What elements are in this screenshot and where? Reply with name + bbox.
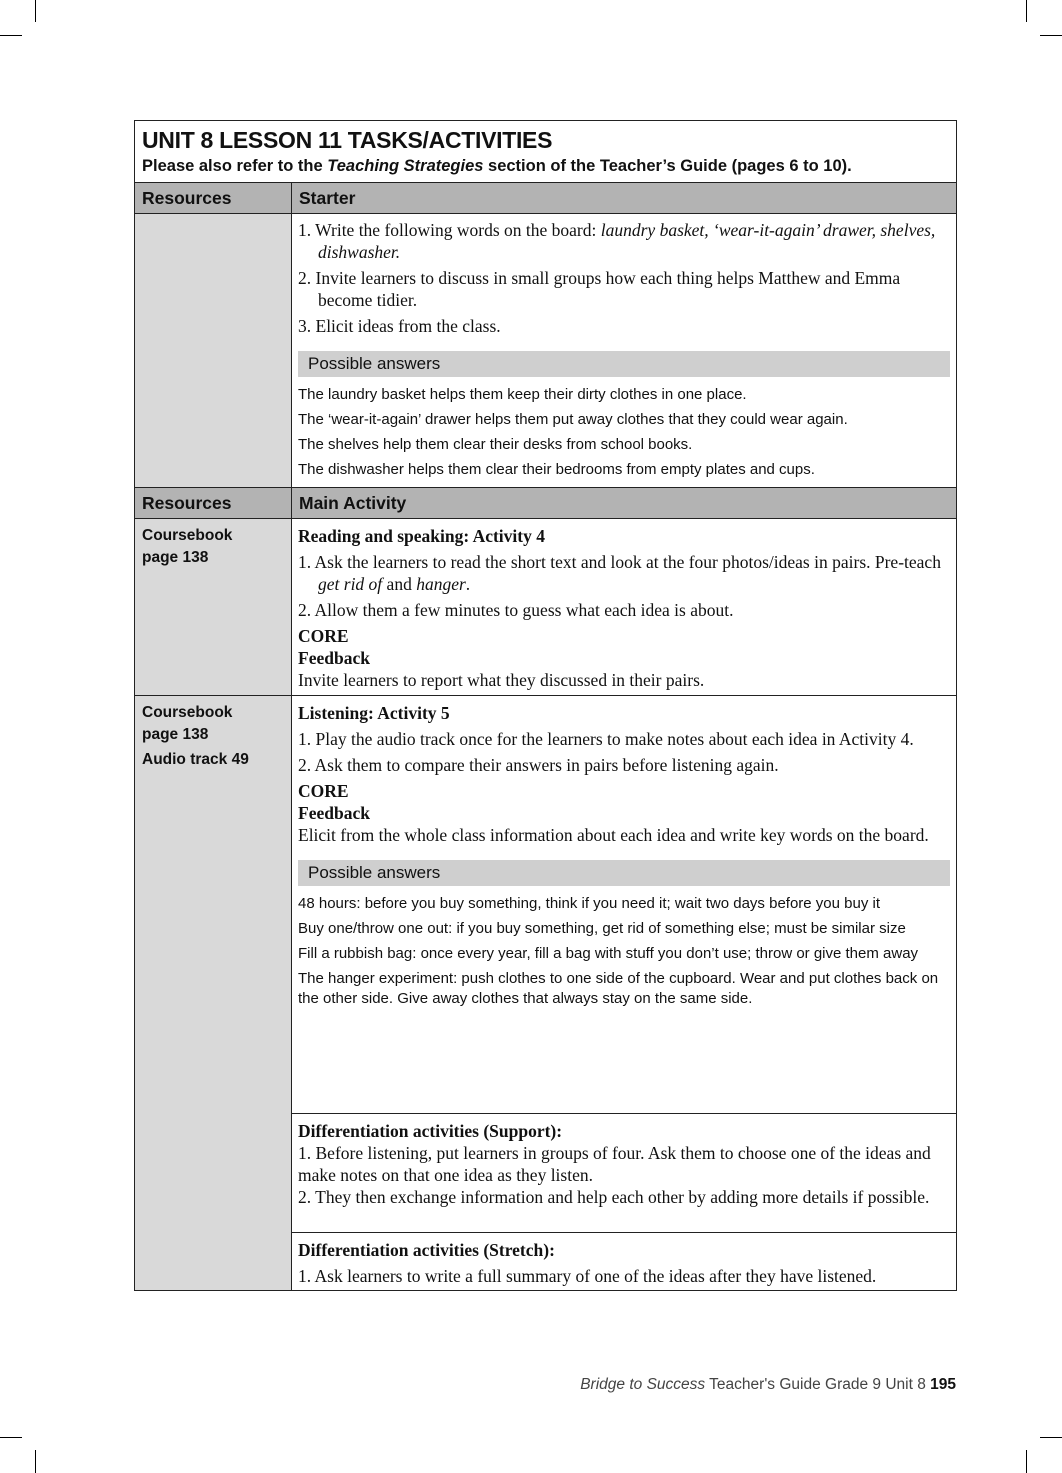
lesson-subtitle [142, 154, 949, 178]
resources-cell [135, 696, 292, 1290]
resource-text: Coursebook [142, 527, 233, 544]
main-activity-header: Main Activity [292, 488, 956, 518]
page-footer [580, 1376, 956, 1394]
table-title-block [135, 121, 956, 183]
activity-item: 1. Ask the learners to read the short text and look at the four photos/ideas in pairs. Pre-teach get rid of and hanger. [298, 552, 941, 594]
starter-header: Starter [292, 183, 956, 213]
crop-mark [0, 35, 22, 36]
listening-row [135, 696, 956, 1290]
answer: The laundry basket helps them keep their dirty clothes in one place. [298, 386, 747, 403]
subtitle-text: section of the Teacher’s Guide (pages 6 to 10). [483, 157, 852, 175]
starter-item: 3. Elicit ideas from the class. [298, 316, 501, 336]
feedback-text: Elicit from the whole class information about each idea and write key words on the board. [298, 825, 929, 845]
support-item: 1. Before listening, put learners in groups of four. Ask them to choose one of the ideas and make notes on that one idea as they listen. [298, 1143, 931, 1185]
starter-header-row [135, 183, 956, 214]
feedback-text: Invite learners to report what they discussed in their pairs. [298, 670, 705, 690]
reading-row [135, 519, 956, 696]
answer: Fill a rubbish bag: once every year, fill a bag with stuff you don’t use; throw or give them away [298, 945, 919, 962]
crop-mark [0, 1437, 22, 1438]
page-number: 195 [930, 1376, 956, 1393]
resources-header: Resources [135, 183, 292, 213]
book-title: Bridge to Success [580, 1376, 706, 1393]
resources-header: Resources [135, 488, 292, 518]
subtitle-italic: Teaching Strategies [327, 157, 484, 175]
crop-mark [1026, 0, 1027, 22]
lesson-table [134, 120, 957, 1291]
main-header-row [135, 488, 956, 519]
crop-mark [35, 0, 36, 22]
answer: Buy one/throw one out: if you buy something, get rid of something else; must be similar size [298, 920, 906, 937]
possible-answers-label: Possible answers [298, 860, 950, 886]
footer-text: Teacher's Guide Grade 9 Unit 8 [705, 1376, 931, 1393]
crop-mark [1026, 1450, 1027, 1473]
activity-item: 2. Allow them a few minutes to guess what each idea is about. [298, 600, 734, 620]
subtitle-text: Please also refer to the [142, 157, 328, 175]
answer: 48 hours: before you buy something, think if you need it; wait two days before you buy it [298, 895, 881, 912]
resources-cell [135, 519, 292, 695]
support-item: 2. They then exchange information and help each other by adding more details if possible. [298, 1187, 930, 1207]
support-heading: Differentiation activities (Support): [298, 1121, 563, 1141]
starter-item: 1. Write the following words on the board: laundry basket, ‘wear-it-again’ drawer, shelves, dishwasher. [298, 220, 936, 262]
answer: The dishwasher helps them clear their bedrooms from empty plates and cups. [298, 461, 815, 478]
resource-text: page 138 [142, 726, 209, 743]
activity-heading: Listening: Activity 5 [298, 703, 450, 723]
core-label: CORE [298, 781, 349, 801]
answer: The ‘wear-it-again’ drawer helps them put away clothes that they could wear again. [298, 411, 848, 428]
answer: The shelves help them clear their desks from school books. [298, 436, 693, 453]
possible-answers-label: Possible answers [298, 351, 950, 377]
crop-mark [35, 1450, 36, 1473]
feedback-label: Feedback [298, 648, 370, 668]
activity-heading: Reading and speaking: Activity 4 [298, 526, 545, 546]
feedback-label: Feedback [298, 803, 370, 823]
crop-mark [1040, 35, 1062, 36]
crop-mark [1040, 1437, 1062, 1438]
lesson-title: UNIT 8 LESSON 11 TASKS/ACTIVITIES [142, 127, 553, 153]
resource-text: Audio track 49 [142, 751, 249, 768]
activity-item: 1. Play the audio track once for the learners to make notes about each idea in Activity 4. [298, 729, 914, 749]
activity-item: 2. Ask them to compare their answers in pairs before listening again. [298, 755, 779, 775]
resource-text: page 138 [142, 549, 209, 566]
stretch-heading: Differentiation activities (Stretch): [298, 1240, 555, 1260]
stretch-item: 1. Ask learners to write a full summary of one of the ideas after they have listened. [298, 1266, 877, 1286]
resource-text: Coursebook [142, 704, 233, 721]
resources-cell [135, 214, 292, 487]
core-label: CORE [298, 626, 349, 646]
answer: The hanger experiment: push clothes to one side of the cupboard. Wear and put clothes back on the other side. Give away clothes that always stay on the same side. [298, 970, 939, 1007]
starter-row [135, 214, 956, 488]
starter-item: 2. Invite learners to discuss in small groups how each thing helps Matthew and Emma become tidier. [298, 268, 901, 310]
